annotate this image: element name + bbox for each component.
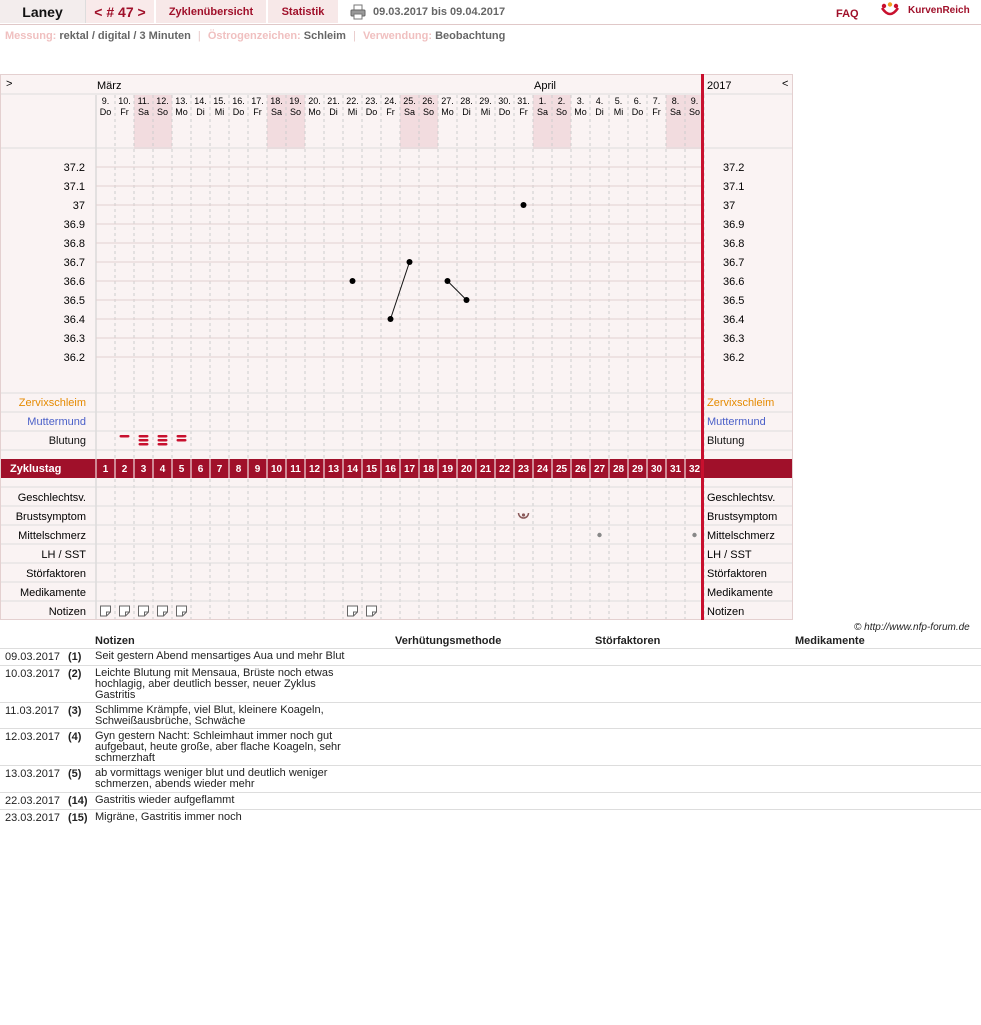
day-weekday: Mi (214, 107, 225, 117)
day-date: 8. (671, 96, 680, 106)
day-weekday: Sa (137, 107, 150, 117)
row-label-right: Störfaktoren (707, 568, 767, 580)
day-date: 22. (346, 96, 359, 106)
day-date: 2. (557, 96, 566, 106)
cycle-nav[interactable]: < # 47 > (86, 0, 154, 23)
date-range: 09.03.2017 bis 09.04.2017 (373, 6, 506, 18)
y-tick-right: 36.4 (723, 314, 745, 326)
day-date: 30. (498, 96, 511, 106)
y-tick-right: 37.1 (723, 181, 745, 193)
note-text: Schlimme Krämpfe, viel Blut, kleinere Koageln, Schweißausbrüche, Schwäche (95, 704, 324, 727)
bleeding-mark (139, 443, 149, 446)
cycle-day-number: 1 (102, 464, 109, 475)
note-text: Seit gestern Abend mensartiges Aua und mehr Blut (95, 650, 345, 662)
day-date: 27. (441, 96, 454, 106)
table-row (0, 765, 981, 793)
cycle-day-number: 13 (327, 464, 340, 475)
day-date: 9. (690, 96, 699, 106)
day-weekday: Do (232, 107, 245, 117)
day-weekday: Mo (574, 107, 587, 117)
cycle-day-number: 22 (498, 464, 511, 475)
cycle-day-number: 30 (650, 464, 663, 475)
y-tick-left: 36.3 (63, 333, 85, 345)
day-date: 10. (118, 96, 131, 106)
day-weekday: Di (462, 107, 471, 117)
note-date: 11.03.2017 (5, 705, 60, 717)
note-text: Leichte Blutung mit Mensaua, Brüste noch etwas hochlagig, aber deutlich besser, neuer Zyklus Gastritis (95, 667, 334, 701)
header-verhuetungsmethode: Verhütungsmethode (395, 635, 502, 647)
day-weekday: Sa (270, 107, 283, 117)
note-text: Gyn gestern Nacht: Schleimhaut immer noch gut aufgebaut, heute große, aber flache Koageln, sehr schmerzhaft (95, 730, 341, 764)
cycle-day-number: 17 (403, 464, 416, 475)
temp-point (388, 316, 394, 322)
day-date: 16. (232, 96, 245, 106)
note-icon (101, 606, 111, 616)
user-name: Laney (0, 0, 86, 23)
cycle-day-number: 9 (254, 464, 261, 475)
day-date: 14. (194, 96, 207, 106)
day-date: 11. (137, 96, 150, 106)
day-weekday: Do (365, 107, 378, 117)
year-label: 2017 (707, 80, 732, 92)
bleeding-mark (158, 439, 168, 442)
day-weekday: Mo (441, 107, 454, 117)
cycle-day-number: 29 (631, 464, 644, 475)
tab-statistik[interactable]: Statistik (268, 0, 338, 23)
bleeding-mark (158, 435, 168, 438)
oestrogen-label: Östrogenzeichen: (207, 30, 301, 42)
cycle-day-number: 20 (460, 464, 473, 475)
row-label-left: Zervixschleim (18, 397, 86, 409)
messung-value: rektal / digital / 3 Minuten (59, 30, 191, 42)
top-bar (0, 0, 981, 25)
day-weekday: Do (631, 107, 644, 117)
day-weekday: Sa (536, 107, 549, 117)
y-tick-left: 37 (72, 200, 85, 212)
table-row (0, 728, 981, 766)
row-label-left: Blutung (48, 435, 86, 447)
cycle-day-number: 25 (555, 464, 568, 475)
note-number: (5) (68, 768, 82, 780)
y-tick-left: 36.7 (63, 257, 85, 269)
month-label: April (534, 80, 557, 92)
day-date: 21. (327, 96, 340, 106)
note-date: 10.03.2017 (5, 668, 61, 680)
row-label-left: Mittelschmerz (18, 530, 86, 542)
y-tick-left: 36.6 (63, 276, 85, 288)
day-weekday: So (156, 107, 169, 117)
day-date: 1. (538, 96, 547, 106)
cycle-day-number: 7 (216, 464, 223, 475)
note-text: Gastritis wieder aufgeflammt (95, 794, 235, 806)
brustsymptom-dot (522, 513, 525, 516)
faq-link[interactable]: FAQ (836, 8, 859, 20)
verwendung-value: Beobachtung (435, 30, 506, 42)
mittelschmerz-mark (597, 533, 601, 537)
day-weekday: Do (498, 107, 511, 117)
day-date: 18. (270, 96, 283, 106)
note-date: 13.03.2017 (5, 768, 61, 780)
y-tick-left: 37.2 (63, 162, 85, 174)
note-date: 22.03.2017 (5, 795, 61, 807)
note-number: (4) (68, 731, 82, 743)
cycle-day-number: 31 (669, 464, 682, 475)
copyright: © http://www.nfp-forum.de (854, 622, 970, 633)
y-tick-left: 36.9 (63, 219, 85, 231)
cycle-day-number: 10 (270, 464, 283, 475)
note-number: (1) (68, 651, 82, 663)
day-weekday: Fr (253, 107, 262, 117)
chart-svg (1, 75, 793, 620)
measurement-info: Messung: rektal / digital / 3 Minuten | Östrogenzeichen: Schleim | Verwendung: Beobachtung (5, 30, 506, 42)
row-label-right: Zervixschleim (707, 397, 775, 409)
table-row (0, 792, 981, 810)
day-weekday: Fr (120, 107, 129, 117)
day-date: 29. (479, 96, 492, 106)
y-tick-right: 37.2 (723, 162, 745, 174)
row-label-right: Brustsymptom (707, 511, 778, 523)
temp-point (464, 297, 470, 303)
month-label: März (97, 80, 122, 92)
day-weekday: Di (329, 107, 338, 117)
cycle-day-number: 2 (121, 464, 128, 475)
day-weekday: Mi (480, 107, 491, 117)
day-date: 26. (422, 96, 435, 106)
day-date: 31. (517, 96, 530, 106)
note-icon (177, 606, 187, 616)
row-label-right: Medikamente (707, 587, 774, 599)
row-label-left: Medikamente (19, 587, 86, 599)
day-date: 15. (213, 96, 226, 106)
day-date: 23. (365, 96, 378, 106)
row-label-left: Notizen (48, 606, 86, 618)
cycle-day-number: 16 (384, 464, 397, 475)
day-weekday: Sa (669, 107, 682, 117)
bleeding-mark (120, 435, 130, 438)
row-label-right: Muttermund (707, 416, 766, 428)
note-text: Migräne, Gastritis immer noch (95, 811, 242, 823)
note-number: (2) (68, 668, 82, 680)
verwendung-label: Verwendung: (362, 30, 433, 42)
day-weekday: Mi (613, 107, 624, 117)
bleeding-mark (177, 435, 187, 438)
mittelschmerz-mark (692, 533, 696, 537)
cycle-day-number: 14 (346, 464, 359, 475)
cycle-day-number: 26 (574, 464, 587, 475)
note-icon (367, 606, 377, 616)
row-label-left: Muttermund (27, 416, 86, 428)
y-tick-right: 37 (723, 200, 736, 212)
y-tick-right: 36.5 (723, 295, 745, 307)
day-weekday: Mo (308, 107, 321, 117)
day-date: 12. (156, 96, 169, 106)
y-tick-right: 36.7 (723, 257, 745, 269)
temp-point (350, 278, 356, 284)
day-weekday: Fr (652, 107, 661, 117)
day-weekday: Mo (175, 107, 188, 117)
y-tick-right: 36.8 (723, 238, 745, 250)
cycle-day-number: 23 (517, 464, 530, 475)
y-tick-right: 36.3 (723, 333, 745, 345)
kurvenreich-logo-icon[interactable] (880, 2, 900, 20)
note-number: (15) (68, 812, 88, 824)
cycle-day-number: 5 (178, 464, 185, 475)
temp-point (407, 259, 413, 265)
y-tick-left: 36.5 (63, 295, 85, 307)
cycle-day-number: 3 (140, 464, 147, 475)
y-tick-right: 36.9 (723, 219, 745, 231)
day-weekday: Mi (347, 107, 358, 117)
note-icon (158, 606, 168, 616)
cycle-day-number: 32 (688, 464, 701, 475)
cycle-day-number: 24 (536, 464, 549, 475)
tab-zyklenuebersicht[interactable]: Zyklenübersicht (156, 0, 266, 23)
day-weekday: Fr (519, 107, 528, 117)
day-weekday: Fr (386, 107, 395, 117)
row-label-left: LH / SST (41, 549, 86, 561)
day-date: 20. (308, 96, 321, 106)
y-tick-left: 36.8 (63, 238, 85, 250)
day-date: 13. (175, 96, 188, 106)
cycle-day-number: 15 (365, 464, 378, 475)
day-date: 24. (384, 96, 397, 106)
cycle-end-line (701, 74, 704, 620)
day-date: 6. (633, 96, 642, 106)
day-weekday: Sa (403, 107, 416, 117)
printer-icon[interactable] (350, 4, 366, 20)
temp-point (445, 278, 451, 284)
row-label-right: Geschlechtsv. (707, 492, 776, 504)
table-row (0, 665, 981, 703)
oestrogen-value: Schleim (303, 30, 346, 42)
bleeding-mark (139, 435, 149, 438)
day-date: 25. (403, 96, 416, 106)
temp-point (521, 202, 527, 208)
cycle-day-number: 19 (441, 464, 454, 475)
y-tick-left: 37.1 (63, 181, 85, 193)
cycle-day-number: 11 (290, 464, 301, 475)
row-label-right: Mittelschmerz (707, 530, 775, 542)
day-weekday: So (422, 107, 435, 117)
note-number: (3) (68, 705, 82, 717)
day-date: 7. (652, 96, 661, 106)
day-date: 9. (101, 96, 110, 106)
cycle-day-number: 12 (308, 464, 321, 475)
y-tick-left: 36.2 (63, 352, 85, 364)
table-row (0, 809, 981, 827)
day-weekday: Di (595, 107, 604, 117)
cycle-day-number: 4 (159, 464, 166, 475)
row-label-right: Blutung (707, 435, 745, 447)
note-text: ab vormittags weniger blut und deutlich weniger schmerzen, abends wieder mehr (95, 767, 328, 790)
header-notizen: Notizen (95, 635, 135, 647)
cycle-day-label: Zyklustag (10, 463, 62, 475)
brand-name[interactable]: KurvenReich (908, 5, 970, 16)
cycle-chart (0, 74, 793, 620)
bleeding-mark (177, 439, 187, 442)
row-label-left: Störfaktoren (26, 568, 86, 580)
cycle-day-number: 18 (422, 464, 435, 475)
y-tick-right: 36.6 (723, 276, 745, 288)
day-weekday: Di (196, 107, 205, 117)
day-date: 17. (251, 96, 264, 106)
cycle-day-number: 6 (197, 464, 204, 475)
note-icon (120, 606, 130, 616)
cycle-day-number: 21 (479, 464, 492, 475)
day-weekday: So (555, 107, 568, 117)
bleeding-mark (158, 443, 168, 446)
day-date: 5. (614, 96, 623, 106)
nav-prev: > (6, 78, 13, 90)
table-row (0, 648, 981, 666)
note-number: (14) (68, 795, 88, 807)
cycle-day-number: 27 (593, 464, 606, 475)
day-weekday: So (688, 107, 701, 117)
day-date: 4. (595, 96, 604, 106)
note-date: 09.03.2017 (5, 651, 61, 663)
header-stoerfaktoren: Störfaktoren (595, 635, 661, 647)
note-date: 23.03.2017 (5, 812, 61, 824)
header-medikamente: Medikamente (795, 635, 865, 647)
day-date: 19. (289, 96, 302, 106)
cycle-day-number: 8 (235, 464, 242, 475)
bleeding-mark (139, 439, 149, 442)
note-icon (348, 606, 358, 616)
y-tick-right: 36.2 (723, 352, 745, 364)
day-date: 3. (576, 96, 585, 106)
row-label-right: LH / SST (707, 549, 752, 561)
row-label-left: Brustsymptom (15, 511, 86, 523)
day-date: 28. (460, 96, 473, 106)
day-weekday: Do (99, 107, 112, 117)
messung-label: Messung: (5, 30, 57, 42)
y-tick-left: 36.4 (63, 314, 85, 326)
note-icon (139, 606, 149, 616)
note-date: 12.03.2017 (5, 731, 61, 743)
table-row (0, 702, 981, 729)
row-label-left: Geschlechtsv. (17, 492, 86, 504)
cycle-day-number: 28 (612, 464, 625, 475)
day-weekday: So (289, 107, 302, 117)
row-label-right: Notizen (707, 606, 745, 618)
nav-next: < (782, 78, 789, 90)
